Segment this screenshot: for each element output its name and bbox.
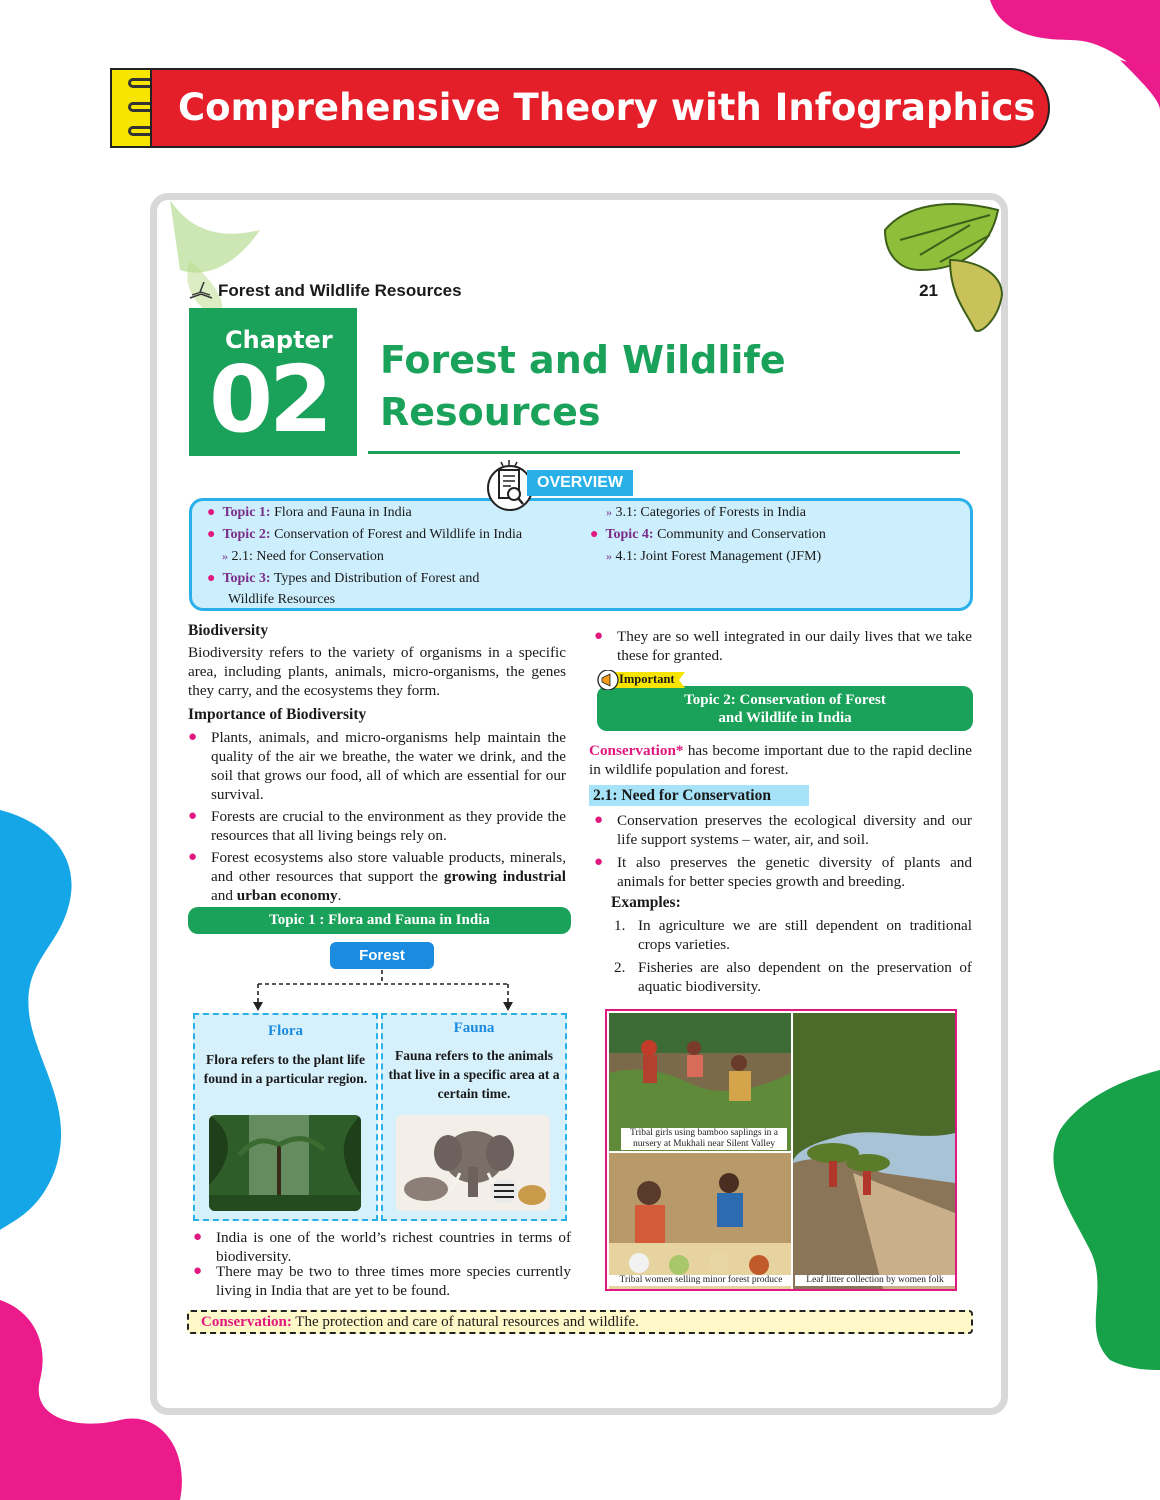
leaf-decoration-right-icon	[880, 200, 1005, 335]
overview-subitem	[222, 549, 384, 565]
pill-line: and Wildlife in India	[718, 710, 852, 726]
topic-text: Conservation of Forest and Wildlife in India	[270, 527, 523, 542]
topic-label: Topic 2:	[222, 527, 271, 542]
topic-text: Flora and Fauna in India	[270, 505, 412, 520]
glossary-term: Conservation:	[201, 1314, 292, 1330]
topic-label: Topic 3:	[222, 571, 271, 586]
list-item	[594, 853, 972, 891]
flora-title: Flora	[268, 1023, 303, 1039]
caption-leaf-litter: Leaf litter collection by women folk	[795, 1275, 955, 1286]
market-image	[609, 1153, 791, 1289]
list-item	[594, 811, 972, 849]
overview-label: OVERVIEW	[527, 470, 633, 496]
leaf-litter-image	[793, 1013, 955, 1289]
conservation-text: has become important due to the rapid decline in wildlife population and forest.	[589, 742, 972, 778]
bullet-icon: ●	[207, 571, 216, 586]
chevron-right-icon: »	[222, 549, 228, 563]
example-number: 1.	[614, 917, 626, 934]
bullet-icon: ●	[207, 527, 216, 542]
bullet-icon: ●	[193, 1229, 203, 1245]
pill-line: Topic 2: Conservation of Forest	[684, 692, 886, 708]
list-item	[193, 1262, 571, 1300]
topic2-pill	[597, 686, 973, 731]
topic-label: Topic 4:	[605, 527, 654, 542]
overview-item	[207, 505, 412, 521]
list-item-text: Forests are crucial to the environment as they provide the resources that all living beings rely on.	[211, 808, 566, 844]
overview-item-continued: Wildlife Resources	[228, 592, 336, 607]
chapter-divider	[368, 451, 960, 454]
list-item	[188, 848, 566, 905]
green-blob-right	[1040, 1070, 1160, 1370]
bullet-icon: ●	[188, 808, 198, 824]
bullet-icon: ●	[188, 849, 198, 865]
fauna-title: Fauna	[453, 1020, 495, 1036]
fauna-text: Fauna refers to the animals that live in a specific area at a certain time.	[388, 1048, 560, 1101]
chapter-title-line: Forest and Wildlife	[380, 338, 786, 382]
bullet-icon: ●	[594, 812, 604, 828]
list-item	[188, 807, 566, 845]
subtopic-text: 4.1: Joint Forest Management (JFM)	[615, 549, 822, 564]
list-item-text: There may be two to three times more species currently living in India that are yet to be found.	[216, 1263, 571, 1299]
section-banner	[110, 68, 1050, 148]
important-tag	[597, 670, 690, 690]
list-item	[594, 627, 972, 665]
conservation-paragraph	[589, 741, 972, 779]
list-item	[188, 728, 566, 804]
biodiversity-heading: Biodiversity	[188, 622, 269, 639]
caption-market: Tribal women selling minor forest produce	[609, 1275, 793, 1286]
example-text: Fisheries are also dependent on the preservation of aquatic biodiversity.	[638, 959, 972, 995]
photo-collage	[605, 1009, 957, 1291]
topic1-pill: Topic 1 : Flora and Fauna in India	[188, 907, 571, 934]
chapter-box	[189, 308, 357, 456]
importance-heading: Importance of Biodiversity	[188, 706, 367, 723]
chevron-right-icon: »	[606, 505, 612, 519]
book-icon	[188, 280, 214, 300]
overview-subitem	[606, 549, 821, 565]
blue-blob-left	[0, 810, 80, 1230]
flora-text: Flora refers to the plant life found in a particular region.	[203, 1052, 368, 1086]
biodiversity-paragraph: Biodiversity refers to the variety of organisms in a specific area, including plants, animals, micro-organisms, the genes they carry, and the ecosystems they form.	[188, 644, 566, 699]
banner-title: Comprehensive Theory with Infographics	[178, 86, 1036, 129]
overview-item	[207, 527, 522, 543]
forest-label: Forest	[330, 942, 434, 969]
important-label: Important	[619, 672, 675, 686]
list-item	[193, 1228, 571, 1266]
examples-heading: Examples:	[611, 894, 681, 911]
glossary-definition: The protection and care of natural resources and wildlife.	[291, 1314, 639, 1330]
forest-image	[209, 1115, 361, 1211]
caption-nursery: Tribal girls using bamboo saplings in a nursery at Mukhali near Silent Valley	[621, 1128, 787, 1150]
example-number: 2.	[614, 959, 626, 976]
animals-image	[396, 1115, 550, 1211]
conservation-term: Conservation*	[589, 742, 684, 759]
leaf-decoration-left-icon	[160, 200, 270, 320]
chapter-number: 02	[209, 346, 330, 453]
topic-label: Topic 1:	[222, 505, 271, 520]
list-item-text: It also preserves the genetic diversity of plants and animals for better species growth and breeding.	[617, 854, 972, 890]
list-item-text: India is one of the world’s richest countries in terms of biodiversity.	[216, 1229, 571, 1265]
topic-text: Community and Conservation	[653, 527, 826, 542]
bullet-icon: ●	[207, 505, 216, 520]
list-item-text: Forest ecosystems also store valuable products, minerals, and other resources that support the	[211, 849, 566, 885]
chapter-title	[380, 334, 940, 438]
topic-text: Types and Distribution of Forest and	[270, 571, 480, 586]
list-item-text: and	[211, 887, 237, 904]
chapter-label: Chapter	[225, 326, 333, 354]
bullet-icon: ●	[594, 628, 604, 644]
list-item-text: .	[337, 887, 342, 904]
glossary-note	[187, 1310, 973, 1334]
emphasis-text: growing industrial	[443, 868, 566, 885]
need-for-conservation-heading: 2.1: Need for Conservation	[589, 785, 809, 806]
bullet-icon: ●	[590, 527, 599, 542]
tree-connector	[250, 968, 520, 1013]
bullet-icon: ●	[193, 1263, 203, 1279]
overview-subitem	[606, 505, 806, 521]
overview-item	[207, 571, 479, 587]
subtopic-text: 3.1: Categories of Forests in India	[615, 505, 807, 520]
overview-item	[590, 527, 826, 543]
emphasis-text: urban economy	[236, 887, 338, 904]
list-item-text: Plants, animals, and micro-organisms help maintain the quality of the air we breathe, the water we drink, and the soil that grows our food, all of which are essential for our survival.	[211, 729, 566, 803]
chevron-right-icon: »	[606, 549, 612, 563]
example-text: In agriculture we are still dependent on traditional crops varieties.	[638, 917, 972, 953]
bullet-icon: ●	[188, 729, 198, 745]
page-number: 21	[919, 281, 938, 300]
bullet-icon: ●	[594, 854, 604, 870]
running-head	[188, 280, 948, 302]
running-head-title: Forest and Wildlife Resources	[218, 281, 462, 300]
chapter-title-line: Resources	[380, 390, 601, 434]
subtopic-text: 2.1: Need for Conservation	[231, 549, 384, 564]
list-item-text: Conservation preserves the ecological diversity and our life support systems – water, air, and soil.	[617, 812, 972, 848]
list-item-text: They are so well integrated in our daily lives that we take these for granted.	[617, 628, 972, 664]
